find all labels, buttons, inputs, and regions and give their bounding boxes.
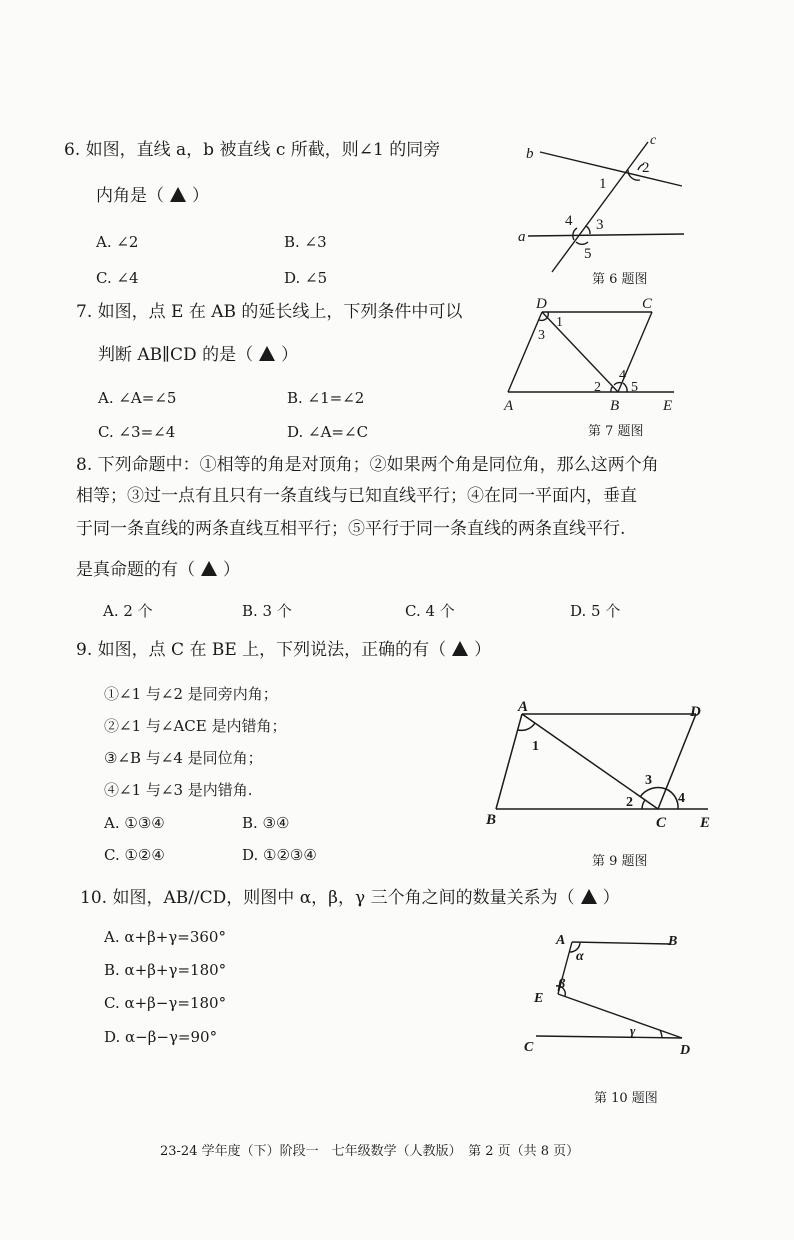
- fig-label-2: 2: [594, 380, 601, 395]
- q8-stem-line1: 8. 下列命题中：①相等的角是对顶角；②如果两个角是同位角，那么这两个角: [76, 455, 659, 475]
- q7-option-c: C. ∠3=∠4: [98, 423, 176, 441]
- angle-3-arc: [539, 318, 547, 320]
- q10-option-a: A. α+β+γ=360°: [104, 928, 226, 946]
- segment-AC: [522, 714, 658, 809]
- q9-option-c: C. ①②④: [104, 846, 165, 864]
- fig-label-E: E: [534, 991, 544, 1006]
- q10-option-b: B. α+β+γ=180°: [104, 961, 227, 979]
- q8-option-a: A. 2 个: [103, 602, 153, 620]
- fig-label-3: 3: [596, 217, 604, 233]
- q9-statement-2: ②∠1 与∠ACE 是内错角；: [104, 717, 287, 735]
- q7-figure: [498, 292, 688, 422]
- fig-label-C: C: [656, 815, 667, 831]
- line-c: [552, 142, 648, 272]
- q6-option-b: B. ∠3: [284, 233, 327, 251]
- angle-1-arc: [547, 312, 548, 318]
- q9-statement-4: ④∠1 与∠3 是内错角.: [104, 781, 253, 799]
- fig-label-beta: β: [558, 977, 566, 992]
- line-b: [540, 152, 682, 186]
- angle-2-arc: [611, 386, 613, 392]
- q6-stem-line1: 6. 如图，直线 a，b 被直线 c 所截，则∠1 的同旁: [64, 140, 441, 160]
- q9-figure: [482, 696, 722, 836]
- q10-stem-line1: 10. 如图，AB//CD，则图中 α，β，γ 三个角之间的数量关系为（ ）: [80, 888, 620, 908]
- fig-label-D: D: [690, 704, 701, 720]
- triangle-answer-blank-icon: [170, 187, 186, 202]
- angle-5-arc: [576, 242, 588, 244]
- q10-option-c: C. α+β−γ=180°: [104, 994, 227, 1012]
- q8-stem-line4: 是真命题的有（ ）: [76, 560, 240, 580]
- q8-option-b: B. 3 个: [242, 602, 292, 620]
- fig-label-c: c: [650, 133, 657, 148]
- triangle-answer-blank-icon: [259, 346, 275, 361]
- q8-option-d: D. 5 个: [570, 602, 621, 620]
- triangle-answer-blank-icon: [201, 561, 217, 576]
- segment-DA: [508, 312, 542, 392]
- fig-label-1: 1: [556, 315, 563, 330]
- fig-label-A: A: [504, 398, 514, 414]
- q6-option-a: A. ∠2: [96, 233, 139, 251]
- fig-label-alpha: α: [576, 949, 584, 964]
- q8-stem-line3: 于同一条直线的两条直线互相平行；⑤平行于同一条直线的两条直线平行.: [76, 519, 626, 539]
- fig-label-3: 3: [538, 328, 545, 343]
- fig-label-B: B: [610, 398, 620, 414]
- fig-label-E: E: [663, 398, 673, 414]
- page-footer: 23-24 学年度（下）阶段一 七年级数学（人教版） 第 2 页（共 8 页）: [160, 1144, 580, 1159]
- q6-option-d: D. ∠5: [284, 269, 328, 287]
- segment-AB: [572, 942, 670, 944]
- q6-caption: 第 6 题图: [592, 272, 648, 287]
- segment-DB: [542, 312, 618, 392]
- fig-label-2: 2: [642, 160, 650, 176]
- q9-option-d: D. ①②③④: [242, 846, 317, 864]
- q7-option-d: D. ∠A=∠C: [287, 423, 369, 441]
- fig-label-gamma: γ: [630, 1023, 636, 1038]
- q10-figure: [520, 924, 710, 1064]
- angle-4-arc: [666, 789, 678, 809]
- fig-label-1: 1: [532, 739, 539, 754]
- q8-option-c: C. 4 个: [405, 602, 455, 620]
- fig-label-a: a: [518, 229, 526, 245]
- q7-stem-line1: 7. 如图，点 E 在 AB 的延长线上，下列条件中可以: [76, 302, 463, 322]
- q9-stem-line1: 9. 如图，点 C 在 BE 上，下列说法，正确的有（ ）: [76, 640, 492, 660]
- q9-option-a: A. ①③④: [104, 814, 165, 832]
- q7-stem-line2: 判断 AB∥CD 的是（ ）: [98, 345, 299, 365]
- fig-label-A: A: [518, 699, 529, 715]
- line-a: [528, 234, 684, 236]
- fig-label-2: 2: [626, 795, 633, 810]
- fig-label-D: D: [680, 1043, 691, 1058]
- angle-2-arc: [642, 800, 645, 809]
- angle-1-arc: [518, 723, 535, 730]
- fig-label-3: 3: [645, 773, 652, 788]
- triangle-answer-blank-icon: [581, 889, 597, 904]
- segment-AB: [496, 714, 522, 809]
- fig-label-D: D: [536, 296, 547, 312]
- q6-stem-line2: 内角是（ ）: [96, 186, 209, 206]
- q10-option-d: D. α−β−γ=90°: [104, 1028, 218, 1046]
- angle-5-arc: [623, 383, 627, 392]
- fig-label-4: 4: [678, 791, 685, 806]
- line-CD: [536, 1036, 682, 1038]
- q7-option-b: B. ∠1=∠2: [287, 389, 365, 407]
- fig-label-C: C: [642, 296, 653, 312]
- fig-label-1: 1: [599, 176, 607, 192]
- segment-ED: [558, 994, 682, 1038]
- q9-statement-3: ③∠B 与∠4 是同位角；: [104, 749, 263, 767]
- angle-3-arc: [640, 788, 666, 797]
- triangle-answer-blank-icon: [452, 641, 468, 656]
- fig-label-E: E: [700, 815, 711, 831]
- fig-label-b: b: [526, 146, 534, 162]
- fig-label-5: 5: [584, 246, 592, 262]
- q9-caption: 第 9 题图: [592, 854, 648, 869]
- q8-stem-line2: 相等；③过一点有且只有一条直线与已知直线平行；④在同一平面内，垂直: [76, 486, 637, 506]
- fig-label-4: 4: [565, 213, 573, 229]
- segment-DC: [658, 714, 696, 809]
- fig-label-4: 4: [619, 368, 626, 383]
- q9-option-b: B. ③④: [242, 814, 290, 832]
- fig-label-5: 5: [631, 380, 638, 395]
- fig-label-B: B: [486, 812, 497, 828]
- q7-option-a: A. ∠A=∠5: [98, 389, 177, 407]
- q6-option-c: C. ∠4: [96, 269, 139, 287]
- fig-label-A: A: [556, 933, 566, 948]
- q6-figure: [510, 130, 700, 280]
- angle-3-arc: [586, 226, 590, 234]
- fig-label-C: C: [524, 1040, 534, 1055]
- q9-statement-1: ①∠1 与∠2 是同旁内角；: [104, 685, 278, 703]
- q7-caption: 第 7 题图: [588, 424, 644, 439]
- fig-label-B: B: [668, 934, 678, 949]
- q10-caption: 第 10 题图: [594, 1091, 658, 1106]
